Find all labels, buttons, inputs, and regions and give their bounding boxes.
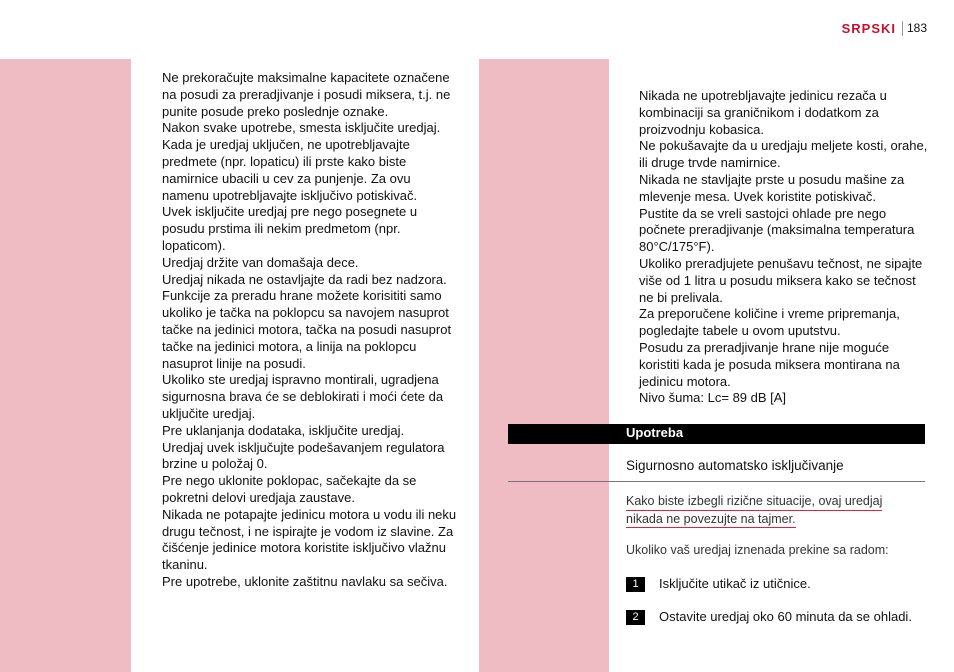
paragraph: Uredjaj uvek isključujte podešavanjem regulatora brzine u položaj 0. bbox=[162, 439, 445, 472]
paragraph: Ne prekoračujte maksimalne kapacitete označene na posudi za preradjivanje i posudi miksera, t.j. ne punite posude preko poslednje oznake. bbox=[162, 70, 451, 119]
subsection-heading: Sigurnosno automatsko isključivanje bbox=[626, 458, 844, 473]
section-title: Upotreba bbox=[626, 425, 684, 440]
paragraph: Uredjaj nikada ne ostavljajte da radi bez nadzora. bbox=[162, 271, 447, 287]
paragraph: Nikada ne stavljajte prste u posudu mašine za mlevenje mesa. Uvek koristite potiskivač. bbox=[639, 171, 905, 204]
divider bbox=[508, 481, 925, 482]
left-text-column bbox=[162, 70, 457, 591]
right-margin-band bbox=[479, 59, 609, 672]
right-text-column bbox=[639, 88, 929, 407]
header-divider bbox=[902, 21, 903, 36]
paragraph: Pustite da se vreli sastojci ohlade pre nego počnete preradjivanje (maksimalna temperatura 80°C/175°F). bbox=[639, 205, 915, 255]
paragraph: Pre upotrebe, uklonite zaštitnu navlaku sa sečiva. bbox=[162, 573, 448, 589]
paragraph: Uredjaj držite van domašaja dece. bbox=[162, 254, 359, 270]
paragraph: Pre uklanjanja dodataka, isključite uredjaj. bbox=[162, 422, 405, 438]
step-text: Ostavite uredjaj oko 60 minuta da se ohladi. bbox=[659, 609, 912, 624]
paragraph: Funkcije za preradu hrane možete korisititi samo ukoliko je tačka na poklopcu sa navojem nasuprot tačke na jedinici motora, tačka na posudi nasuprot tačke na jedinici motora, a linija na poklopcu nasuprot linije na posudi. bbox=[162, 288, 452, 371]
warning-line: Kako biste izbegli rizične situacije, ovaj uredjaj bbox=[626, 493, 882, 511]
paragraph: Ne pokušavajte da u uredjaju meljete kosti, orahe, ili druge trvde namirnice. bbox=[639, 138, 928, 171]
step-number: 1 bbox=[626, 577, 645, 592]
section-heading-bar bbox=[508, 424, 925, 444]
paragraph: Posudu za preradjivanje hrane nije moguće koristiti kada je posuda miksera montirana na jedinicu motora. bbox=[639, 339, 900, 389]
paragraph: Nikada ne upotrebljavajte jedinicu rezača u kombinaciji sa graničnikom i dodatkom za proizvodnju kobasica. bbox=[639, 88, 887, 137]
paragraph: Ukoliko ste uredjaj ispravno montirali, ugradjena sigurnosna brava će se deblokirati i moći ćete da uključite uredjaj. bbox=[162, 372, 444, 421]
paragraph: Za preporučene količine i vreme pripremanja, pogledajte tabele u ovom uputstvu. bbox=[639, 306, 900, 339]
warning-line: nikada ne povezujte na tajmer. bbox=[626, 511, 796, 529]
paragraph: Ukoliko preradjujete penušavu tečnost, ne sipajte više od 1 litra u posudu miksera kako se tečnost ne bi prelivala. bbox=[639, 255, 923, 305]
left-margin-band bbox=[0, 59, 131, 672]
paragraph: Uvek isključite uredjaj pre nego posegnete u posudu prstima ili nekim predmetom (npr. lopaticom). bbox=[162, 204, 418, 253]
paragraph: Nikada ne potapajte jedinicu motora u vodu ili neku drugu tečnost, i ne ispirajte je vodom iz slavine. Za čišćenje jedinice motora koristite isključivo vlažnu tkaninu. bbox=[162, 506, 457, 573]
paragraph: Nakon svake upotrebe, smesta isključite uredjaj. bbox=[162, 120, 441, 136]
language-label: SRPSKI bbox=[841, 21, 896, 36]
paragraph: Pre nego uklonite poklopac, sačekajte da se pokretni delovi uredjaja zaustave. bbox=[162, 473, 417, 505]
paragraph: Kada je uredjaj uključen, ne upotrebljavajte predmete (npr. lopaticu) ili prste kako biste namirnice ubacili u cev za punjenje. Za ovu namenu upotrebljavajte isključivo potiskivač. bbox=[162, 137, 418, 203]
step-text: Isključite utikač iz utičnice. bbox=[659, 576, 811, 591]
page-number: 183 bbox=[907, 21, 928, 35]
intro-text: Ukoliko vaš uredjaj iznenada prekine sa radom: bbox=[626, 543, 889, 557]
step-number: 2 bbox=[626, 610, 645, 625]
paragraph: Nivo šuma: Lc= 89 dB [A] bbox=[639, 390, 787, 406]
warning-note bbox=[626, 493, 916, 528]
